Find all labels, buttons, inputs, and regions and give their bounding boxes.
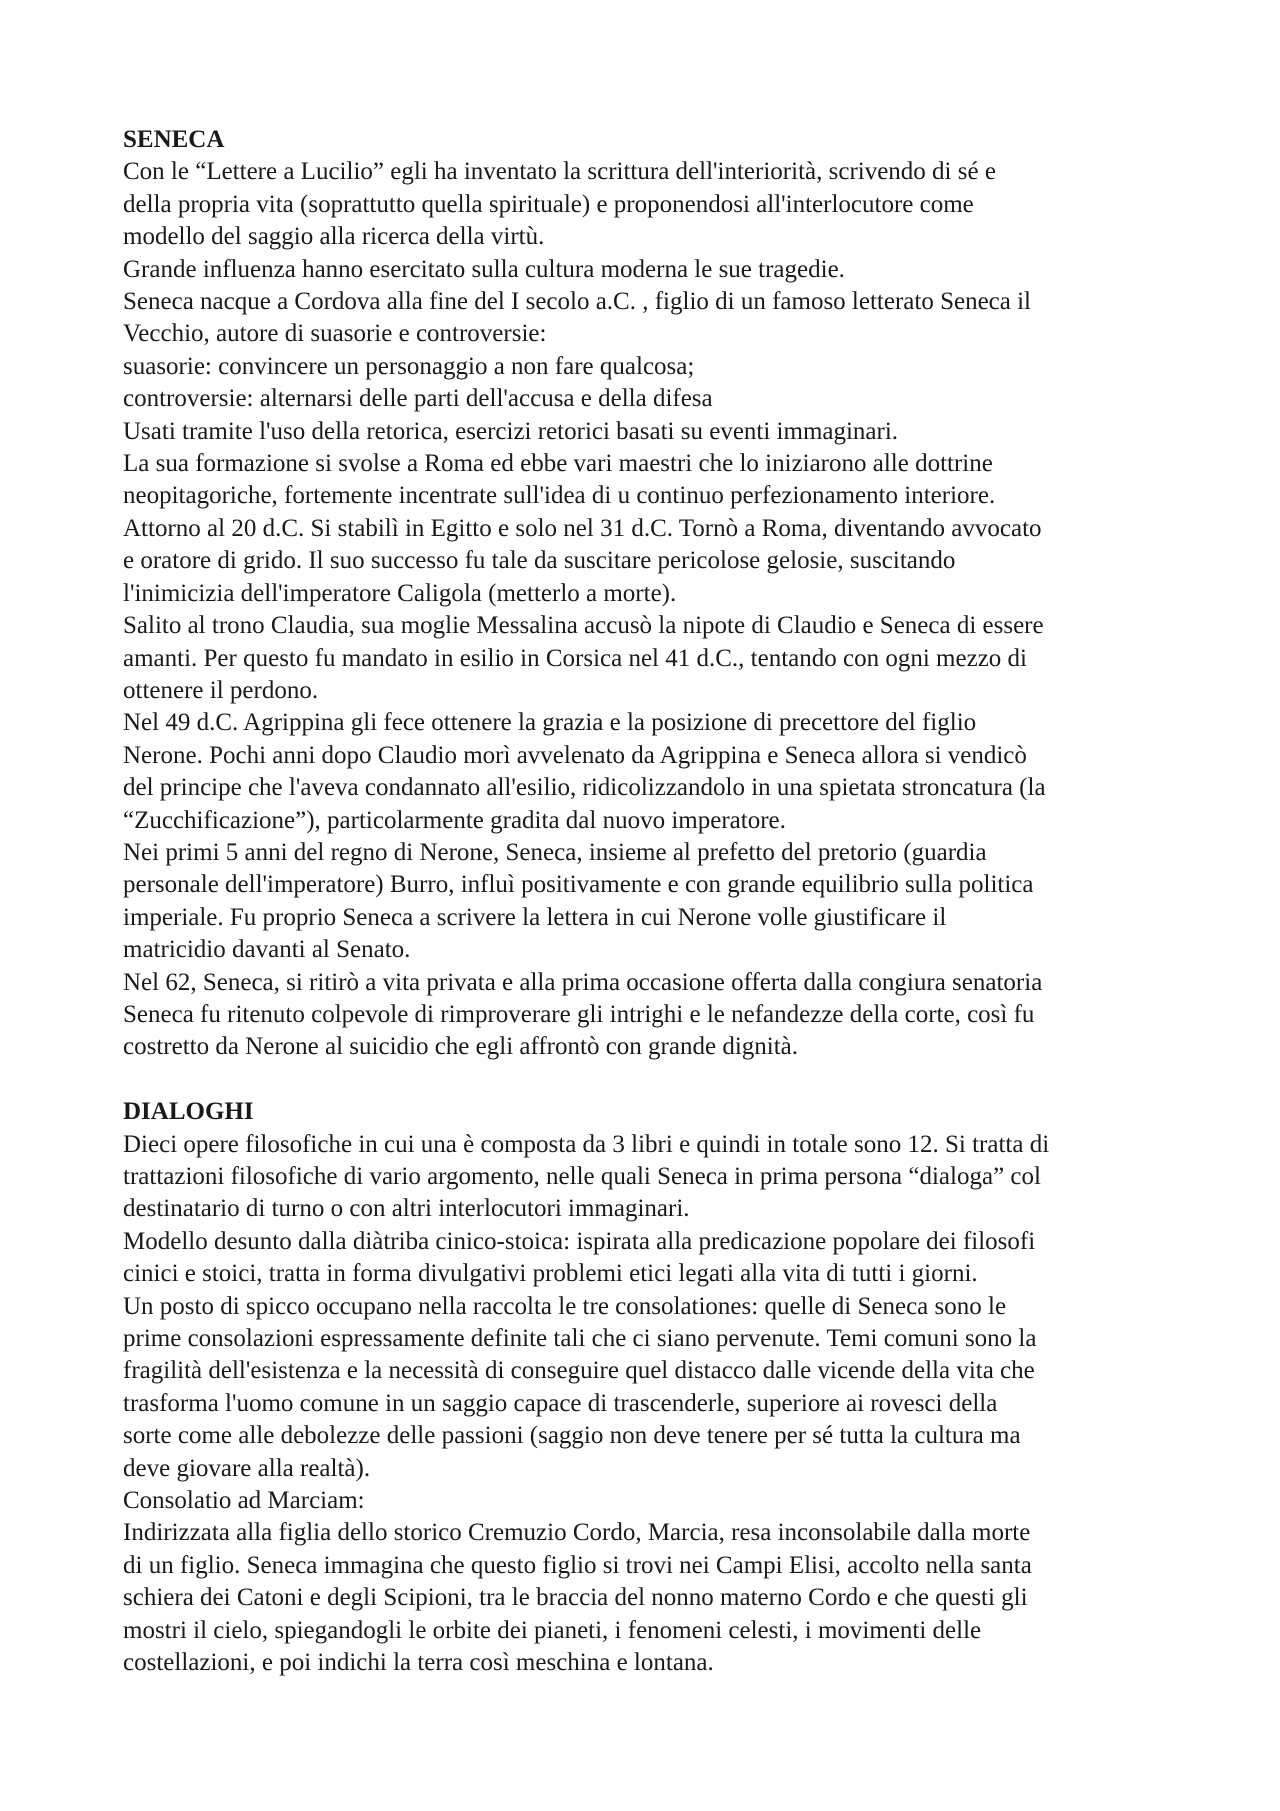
text-line: l'inimicizia dell'imperatore Caligola (metterlo a morte). — [123, 579, 677, 607]
section-seneca — [123, 124, 1183, 1064]
text-line: mostri il cielo, spiegandogli le orbite dei pianeti, i fenomeni celesti, i movimenti delle — [123, 1616, 982, 1644]
text-line: Nel 62, Seneca, si ritirò a vita privata e alla prima occasione offerta dalla congiura senatoria — [123, 968, 1043, 996]
text-line: trasforma l'uomo comune in un saggio capace di trascenderle, superiore ai rovesci della — [123, 1389, 998, 1417]
text-line: Vecchio, autore di suasorie e controversie: — [123, 320, 547, 348]
text-line: costellazioni, e poi indichi la terra così meschina e lontana. — [123, 1649, 714, 1677]
text-line: personale dell'imperatore) Burro, influì positivamente e con grande equilibrio sulla politica — [123, 871, 1034, 899]
section-dialoghi — [123, 1096, 1183, 1679]
text-line: fragilità dell'esistenza e la necessità di conseguire quel distacco dalle vicende della vita che — [123, 1357, 1035, 1385]
text-line: Nerone. Pochi anni dopo Claudio morì avvelenato da Agrippina e Seneca allora si vendicò — [123, 741, 1027, 769]
section-title: DIALOGHI — [123, 1098, 254, 1126]
text-line: schiera dei Catoni e degli Scipioni, tra le braccia del nonno materno Cordo e che questi gli — [123, 1584, 1028, 1612]
text-line: Dieci opere filosofiche in cui una è composta da 3 libri e quindi in totale sono 12. Si tratta di — [123, 1130, 1050, 1158]
text-line: Nel 49 d.C. Agrippina gli fece ottenere la grazia e la posizione di precettore del figlio — [123, 709, 977, 737]
text-line: “Zucchificazione”), particolarmente gradita dal nuovo imperatore. — [123, 806, 786, 834]
text-line: Salito al trono Claudia, sua moglie Messalina accusò la nipote di Claudio e Seneca di essere — [123, 612, 1044, 640]
text-line: della propria vita (soprattutto quella spirituale) e proponendosi all'interlocutore come — [123, 190, 974, 218]
text-line: Un posto di spicco occupano nella raccolta le tre consolationes: quelle di Seneca sono le — [123, 1292, 1007, 1320]
text-line: imperiale. Fu proprio Seneca a scrivere la lettera in cui Nerone volle giustificare il — [123, 903, 947, 931]
text-line: Consolatio ad Marciam: — [123, 1487, 365, 1515]
document-page — [123, 124, 1183, 1679]
text-line: e oratore di grido. Il suo successo fu tale da suscitare pericolose gelosie, suscitando — [123, 547, 956, 575]
section-gap — [123, 1064, 1183, 1096]
text-line: Seneca nacque a Cordova alla fine del I secolo a.C. , figlio di un famoso letterato Seneca il — [123, 288, 1032, 316]
section-title: SENECA — [123, 126, 225, 153]
text-line: ottenere il perdono. — [123, 676, 319, 704]
text-line: Usati tramite l'uso della retorica, esercizi retorici basati su eventi immaginari. — [123, 417, 899, 445]
text-line: deve giovare alla realtà). — [123, 1454, 371, 1482]
text-line: di un figlio. Seneca immagina che questo figlio si trovi nei Campi Elisi, accolto nella santa — [123, 1551, 1032, 1579]
text-line: del principe che l'aveva condannato all'esilio, ridicolizzandolo in una spietata stroncatura (la — [123, 774, 1046, 802]
text-line: Grande influenza hanno esercitato sulla cultura moderna le sue tragedie. — [123, 255, 845, 283]
text-line: Modello desunto dalla diàtriba cinico-stoica: ispirata alla predicazione popolare dei filosofi — [123, 1227, 1036, 1255]
text-line: Indirizzata alla figlia dello storico Cremuzio Cordo, Marcia, resa inconsolabile dalla morte — [123, 1519, 1031, 1547]
text-line: costretto da Nerone al suicidio che egli affrontò con grande dignità. — [123, 1033, 798, 1061]
text-line: controversie: alternarsi delle parti dell'accusa e della difesa — [123, 385, 713, 413]
text-line: Nei primi 5 anni del regno di Nerone, Seneca, insieme al prefetto del pretorio (guardia — [123, 838, 987, 866]
text-line: sorte come alle debolezze delle passioni (saggio non deve tenere per sé tutta la cultura ma — [123, 1422, 1021, 1450]
text-line: La sua formazione si svolse a Roma ed ebbe vari maestri che lo iniziarono alle dottrine — [123, 450, 993, 478]
text-line: destinatario di turno o con altri interlocutori immaginari. — [123, 1195, 690, 1223]
text-line: trattazioni filosofiche di vario argomento, nelle quali Seneca in prima persona “dialoga” col — [123, 1162, 1041, 1190]
section-body — [123, 1129, 1183, 1680]
text-line: suasorie: convincere un personaggio a non fare qualcosa; — [123, 352, 695, 380]
text-line: amanti. Per questo fu mandato in esilio in Corsica nel 41 d.C., tentando con ogni mezzo di — [123, 644, 1027, 672]
text-line: cinici e stoici, tratta in forma divulgativi problemi etici legati alla vita di tutti i giorni. — [123, 1260, 978, 1288]
section-body — [123, 156, 1183, 1063]
text-line: modello del saggio alla ricerca della virtù. — [123, 223, 545, 251]
text-line: neopitagoriche, fortemente incentrate sull'idea di u continuo perfezionamento interiore. — [123, 482, 996, 510]
text-line: Attorno al 20 d.C. Si stabilì in Egitto e solo nel 31 d.C. Tornò a Roma, diventando avvocato — [123, 514, 1042, 542]
text-line: matricidio davanti al Senato. — [123, 936, 411, 964]
text-line: prime consolazioni espressamente definite tali che ci siano pervenute. Temi comuni sono la — [123, 1325, 1037, 1353]
text-line: Con le “Lettere a Lucilio” egli ha inventato la scrittura dell'interiorità, scrivendo di sé e — [123, 158, 996, 186]
text-line: Seneca fu ritenuto colpevole di rimproverare gli intrighi e le nefandezze della corte, così fu — [123, 1000, 1035, 1028]
